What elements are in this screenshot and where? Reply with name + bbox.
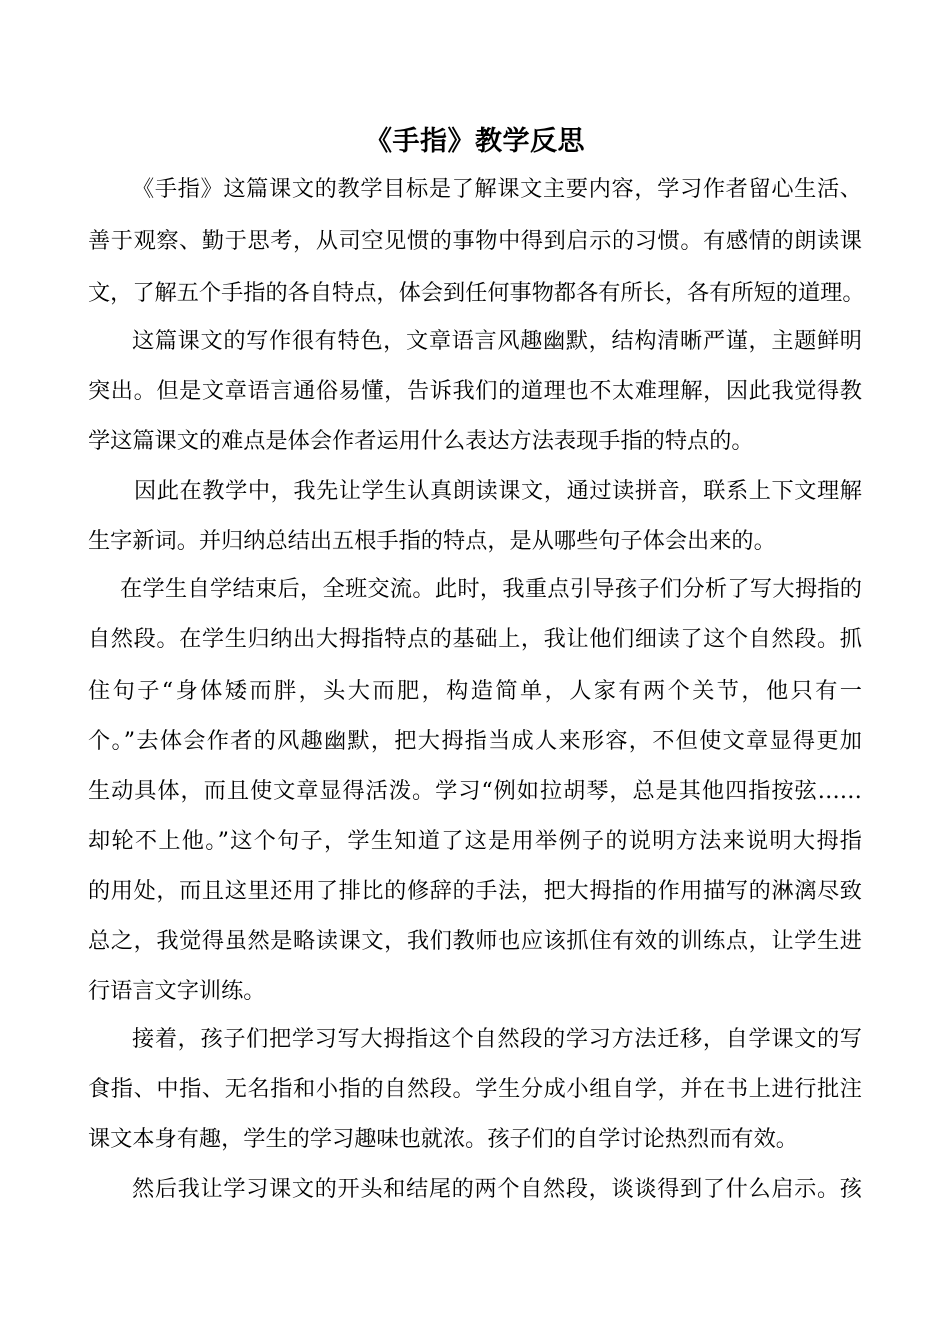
paragraph-1-line-1: 《手指》这篇课文的教学目标是了解课文主要内容，学习作者留心生活、	[132, 176, 862, 202]
paragraph-3-line-2: 生字新词。并归纳总结出五根手指的特点，是从哪些句子体会出来的。	[88, 528, 776, 554]
paragraph-2-line-1: 这篇课文的写作很有特色，文章语言风趣幽默，结构清晰严谨，主题鲜明	[132, 328, 862, 354]
paragraph-2-line-3: 学这篇课文的难点是体会作者运用什么表达方法表现手指的特点的。	[88, 428, 754, 454]
paragraph-5-line-2: 食指、中指、无名指和小指的自然段。学生分成小组自学，并在书上进行批注	[88, 1076, 862, 1102]
paragraph-4-line-3: 住句子“身体矮而胖，头大而肥，构造简单，人家有两个关节，他只有一	[88, 678, 862, 704]
paragraph-4-line-7: 的用处，而且这里还用了排比的修辞的手法，把大拇指的作用描写的淋漓尽致	[88, 878, 862, 904]
paragraph-4-line-4: 个。”去体会作者的风趣幽默，把大拇指当成人来形容，不但使文章显得更加	[88, 728, 862, 754]
paragraph-4-line-5: 生动具体，而且使文章显得活泼。学习“例如拉胡琴，总是其他四指按弦……	[88, 778, 862, 804]
paragraph-4-line-1: 在学生自学结束后，全班交流。此时，我重点引导孩子们分析了写大拇指的	[120, 576, 862, 602]
document-title: 《手指》教学反思	[365, 126, 585, 157]
paragraph-3-line-1: 因此在教学中，我先让学生认真朗读课文，通过读拼音，联系上下文理解	[134, 478, 862, 504]
paragraph-4-line-2: 自然段。在学生归纳出大拇指特点的基础上，我让他们细读了这个自然段。抓	[88, 626, 862, 652]
paragraph-6-line-1: 然后我让学习课文的开头和结尾的两个自然段，谈谈得到了什么启示。孩	[132, 1176, 862, 1202]
paragraph-4-line-6: 却轮不上他。”这个句子，学生知道了这是用举例子的说明方法来说明大拇指	[88, 828, 862, 854]
paragraph-2-line-2: 突出。但是文章语言通俗易懂，告诉我们的道理也不太难理解，因此我觉得教	[88, 378, 862, 404]
paragraph-1-line-2: 善于观察、勤于思考，从司空见惯的事物中得到启示的习惯。有感情的朗读课	[88, 228, 862, 254]
paragraph-1-line-3: 文，了解五个手指的各自特点，体会到任何事物都各有所长，各有所短的道理。	[88, 280, 865, 306]
paragraph-4-line-9: 行语言文字训练。	[88, 978, 266, 1004]
paragraph-4-line-8: 总之，我觉得虽然是略读课文，我们教师也应该抓住有效的训练点，让学生进	[88, 928, 862, 954]
paragraph-5-line-1: 接着，孩子们把学习写大拇指这个自然段的学习方法迁移，自学课文的写	[132, 1026, 862, 1052]
paragraph-5-line-3: 课文本身有趣，学生的学习趣味也就浓。孩子们的自学讨论热烈而有效。	[88, 1126, 798, 1152]
